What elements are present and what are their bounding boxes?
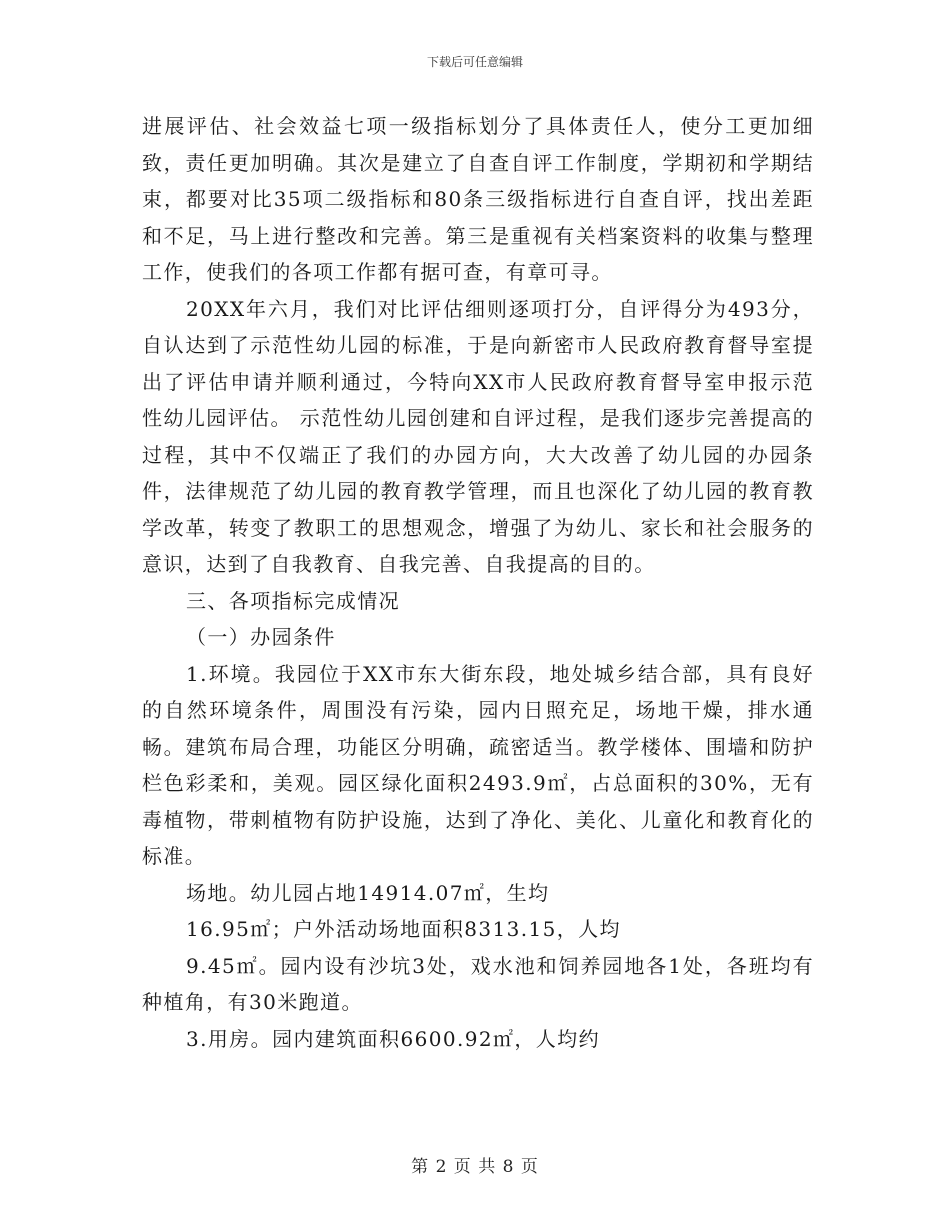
page-number: 第 2 页 共 8 页 [411,1157,539,1177]
paragraph-site-per-child: 16.95㎡；户外活动场地面积8313.15，人均 [186,917,621,941]
paragraph-buildings: 3.用房。园内建筑面积6600.92㎡，人均约 [186,1026,600,1051]
paragraph-2: 20XX年六月，我们对比评估细则逐项打分，自评得分为493分，自认达到了示范性幼儿园的标准，于是向新密市人民政府教育督导室提出了评估申请并顺利通过，今特向XX市人民政府教育督导室申报示范性幼儿园评估。 示范性幼儿园创建和自评过程，是我们逐步完善提高的过程，其中不仅端正了我们的办园方向，大大改善了幼儿园的办园条件，法律规范了幼儿园的教育教学管理，而且也深化了幼儿园的教育教学改革，转变了教职工的思想观念，增强了为幼儿、家长和社会服务的意识，达到了自我教育、自我完善、自我提高的目的。 [142,296,814,576]
paragraph-1: 进展评估、社会效益七项一级指标划分了具体责任人，使分工更加细致，责任更加明确。其次是建立了自查自评工作制度，学期初和学期结束，都要对比35项二级指标和80条三级指标进行自查自评，找出差距和不足，马上进行整改和完善。第三是重视有关档案资料的收集与整理工作，使我们的各项工作都有据可查，有章可寻。 [142,114,814,284]
section-heading-3: 三、各项指标完成情况 [186,588,400,613]
page-footer [0,1152,950,1177]
header-note: 下载后可任意编辑 [426,55,523,69]
document-body [142,108,814,1057]
paragraph-site: 场地。幼儿园占地14914.07㎡，生均 [186,880,550,905]
page-header [0,53,950,70]
subsection-heading-1: （一）办园条件 [186,625,336,649]
paragraph-site-facilities: 9.45㎡。园内设有沙坑3处，戏水池和饲养园地各1处，各班均有种植角，有30米跑道。 [142,953,814,1014]
paragraph-environment: 1.环境。我园位于XX市东大街东段，地处城乡结合部，具有良好的自然环境条件，周围没有污染，园内日照充足，场地干燥，排水通畅。建筑布局合理，功能区分明确，疏密适当。教学楼体、围墙和防护栏色彩柔和，美观。园区绿化面积2493.9㎡，占总面积的30%，无有毒植物，带刺植物有防护设施，达到了净化、美化、儿童化和教育化的标准。 [142,661,814,868]
